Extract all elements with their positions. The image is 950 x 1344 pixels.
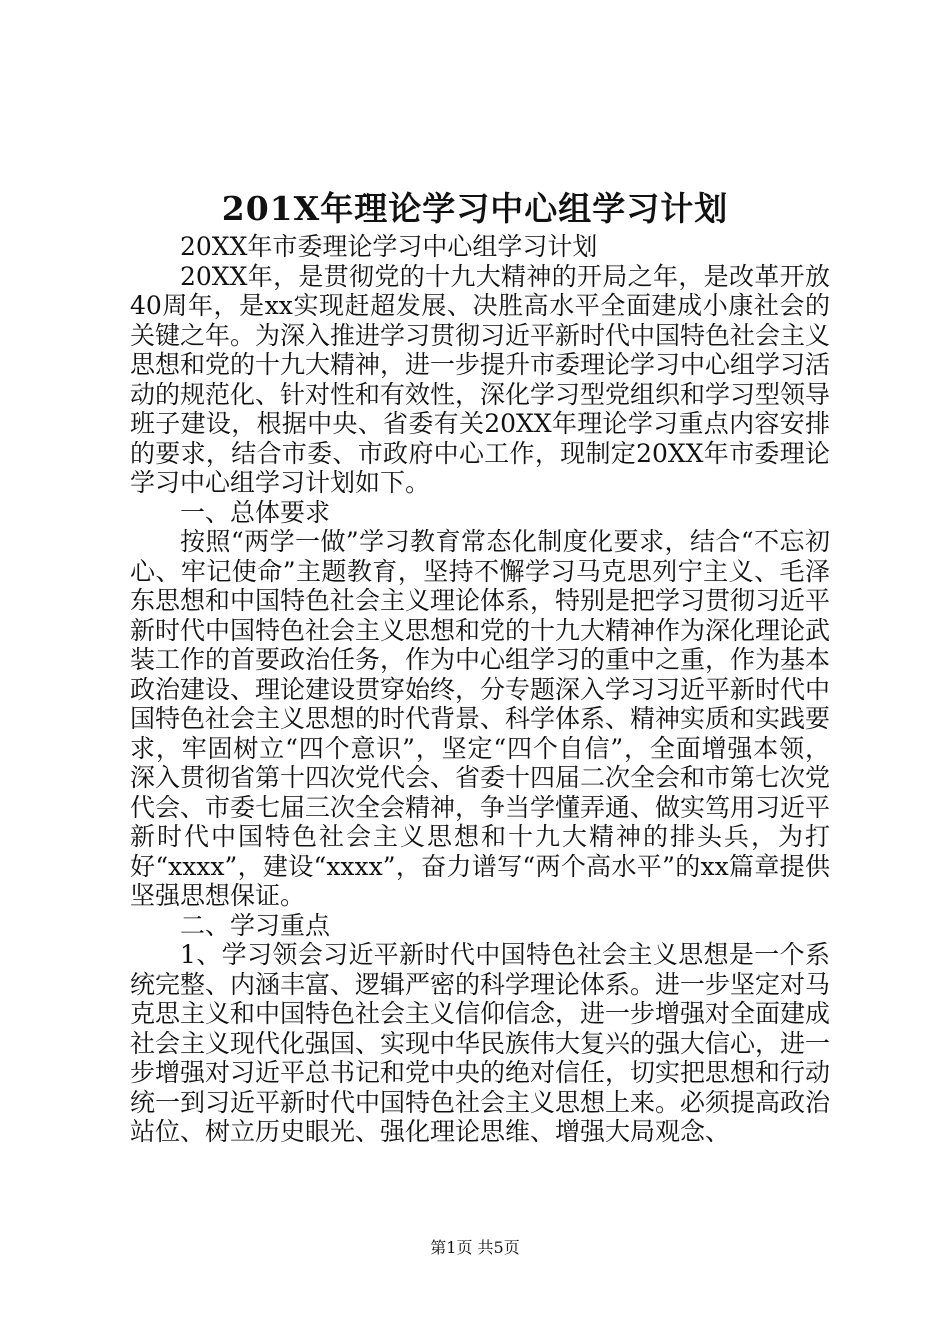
study-focus-item-1: 1、学习领会习近平新时代中国特色社会主义思想是一个系统完整、内涵丰富、逻辑严密的科学理论体系。进一步坚定对马克思主义和中国特色社会主义信仰信念，进一步增强对全面建成社会主义现代化强国、实现中华民族伟大复兴的强大信心，进一步增强对习近平总书记和党中央的绝对信任，切实把思想和行动统一到习近平新时代中国特色社会主义思想上来。必须提高政治站位、树立历史眼光、强化理论思维、增强大局观念、	[130, 940, 831, 1146]
document-title: 201X年理论学习中心组学习计划	[221, 189, 729, 228]
intro-paragraph: 20XX年，是贯彻党的十九大精神的开局之年，是改革开放40周年，是xx实现赶超发展、决胜高水平全面建成小康社会的关键之年。为深入推进学习贯彻习近平新时代中国特色社会主义思想和党的十九大精神，进一步提升市委理论学习中心组学习活动的规范化、针对性和有效性，深化学习型党组织和学习型领导班子建设，根据中央、省委有关20XX年理论学习重点内容安排的要求，结合市委、市政府中心工作，现制定20XX年市委理论学习中心组学习计划如下。	[130, 261, 831, 497]
page-number: 第1页 共5页	[430, 1238, 520, 1257]
general-requirements-paragraph: 按照“两学一做”学习教育常态化制度化要求，结合“不忘初心、牢记使命”主题教育，坚持不懈学习马克思列宁主义、毛泽东思想和中国特色社会主义理论体系，特别是把学习贯彻习近平新时代中国特色社会主义思想和党的十九大精神作为深化理论武装工作的首要政治任务，作为中心组学习的重中之重，作为基本政治建设、理论建设贯穿始终，分专题深入学习习近平新时代中国特色社会主义思想的时代背景、科学体系、精神实质和实践要求，牢固树立“四个意识”，坚定“四个自信”，全面增强本领，深入贯彻省第十四次党代会、省委十四届二次全会和市第七次党代会、市委七届三次全会精神，争当学懂弄通、做实笃用习近平新时代中国特色社会主义思想和十九大精神的排头兵，为打好“xxxx”，建设“xxxx”，奋力谱写“两个高水平”的xx篇章提供坚强思想保证。	[130, 527, 831, 910]
document-body	[130, 232, 830, 1147]
document-subtitle: 20XX年市委理论学习中心组学习计划	[180, 232, 598, 261]
section-heading-study-focus: 二、学习重点	[180, 910, 331, 940]
section-heading-general-requirements: 一、总体要求	[180, 497, 331, 527]
